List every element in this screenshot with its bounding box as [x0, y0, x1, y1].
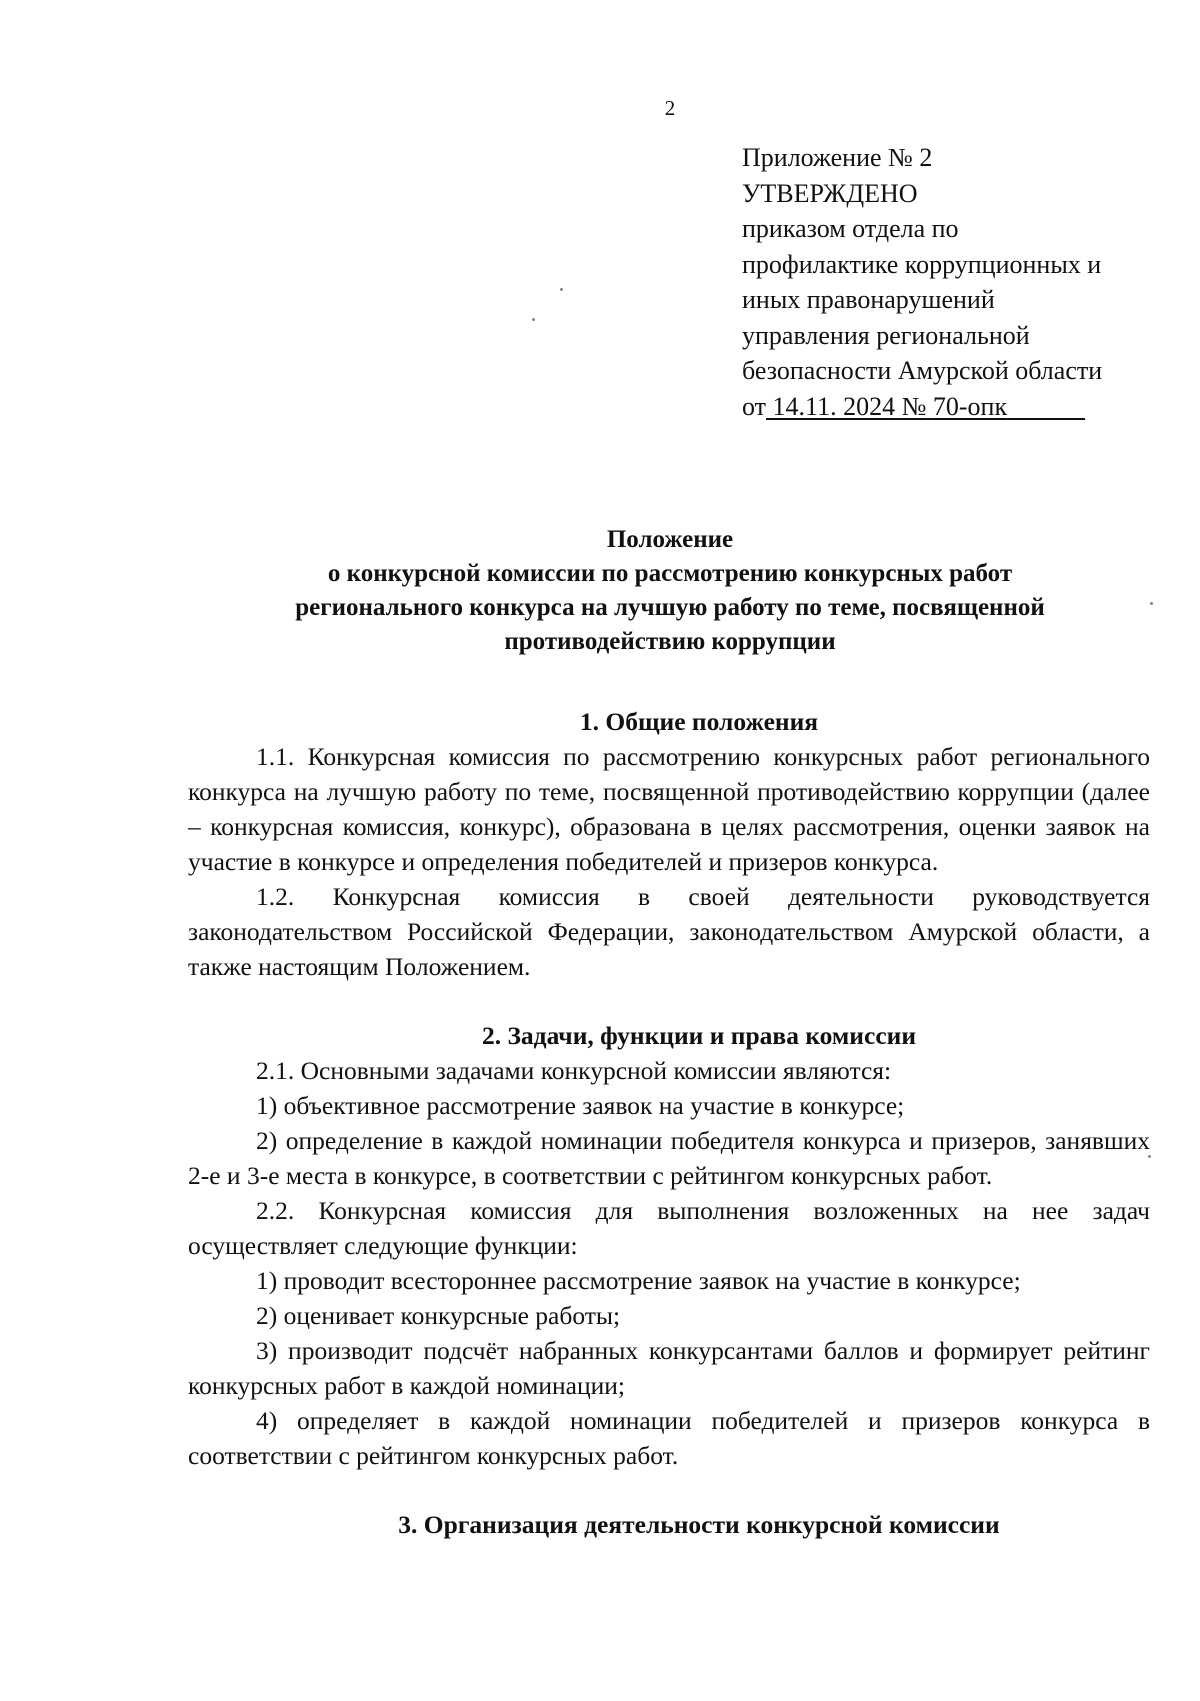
approval-line: управления региональной	[742, 320, 1030, 350]
title-line: о конкурсной комиссии по рассмотрению конкурсных работ	[327, 560, 1013, 587]
approval-line: профилактике коррупционных и	[742, 249, 1102, 279]
section-heading: 1. Общие положения	[579, 707, 819, 736]
approval-line: иных правонарушений	[742, 285, 995, 314]
section-heading: 3. Организация деятельности конкурсной комиссии	[398, 1510, 1000, 1539]
order-date: 14.11. 2024 № 70-опк	[772, 391, 1008, 421]
list-item: 4) определяет в каждой номинации победителей и призеров конкурса в соответствии с рейтингом конкурсных работ.	[188, 1406, 1150, 1470]
paragraph: 2.1. Основными задачами конкурсной комиссии являются:	[256, 1056, 892, 1085]
approved-stamp-text: УТВЕРЖДЕНО	[742, 178, 918, 208]
paragraph: 2.2. Конкурсная комиссия для выполнения возложенных на нее задач осуществляет следующие функции:	[188, 1196, 1150, 1260]
scan-speck	[1150, 602, 1153, 605]
scan-speck	[560, 288, 563, 291]
list-item: 1) проводит всестороннее рассмотрение заявок на участие в конкурсе;	[256, 1266, 1021, 1295]
paragraph: 1.1. Конкурсная комиссия по рассмотрению конкурсных работ регионального конкурса на лучшую работу по теме, посвященной противодействию коррупции (далее – конкурсная комиссия, конкурс), образована в целях рассмотрения, оценки заявок на участие в конкурсе и определения победителей и призеров конкурса.	[188, 742, 1150, 876]
scan-speck	[1148, 1155, 1151, 1158]
title-line: Положение	[606, 526, 734, 553]
order-prefix: от	[742, 391, 767, 421]
document-title	[190, 523, 1150, 659]
appendix-number: Приложение № 2	[742, 143, 933, 172]
list-item: 2) определение в каждой номинации победителя конкурса и призеров, занявших 2-е и 3-е места в конкурсе, в соответствии с рейтингом конкурсных работ.	[188, 1126, 1150, 1190]
paragraph: 1.2. Конкурсная комиссия в своей деятельности руководствуется законодательством Российской Федерации, законодательством Амурской области, а также настоящим Положением.	[188, 882, 1150, 981]
order-reference	[742, 389, 1162, 425]
section-heading: 2. Задачи, функции и права комиссии	[481, 1021, 917, 1050]
list-item: 2) оценивает конкурсные работы;	[256, 1301, 621, 1330]
list-item: 1) объективное рассмотрение заявок на участие в конкурсе;	[256, 1091, 905, 1120]
scan-speck	[532, 318, 535, 321]
document-body	[188, 704, 1150, 1542]
order-number-label: №	[901, 391, 927, 421]
title-line: противодействию коррупции	[504, 628, 836, 655]
page-number: 2	[664, 96, 676, 120]
approval-line: безопасности Амурской области	[742, 356, 1103, 385]
list-item: 3) производит подсчёт набранных конкурсантами баллов и формирует рейтинг конкурсных работ в каждой номинации;	[188, 1336, 1150, 1400]
approval-line: приказом отдела по	[742, 214, 959, 243]
order-number: 70-опк	[932, 391, 1008, 421]
title-line: регионального конкурса на лучшую работу по теме, посвященной	[295, 594, 1045, 621]
approval-block	[742, 140, 1162, 424]
